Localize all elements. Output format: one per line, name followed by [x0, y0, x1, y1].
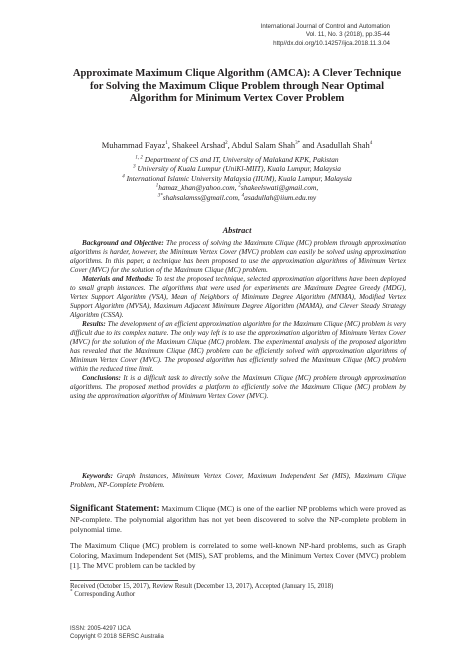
keywords: Keywords: Graph Instances, Minimum Vertex Cover, Maximum Independent Set (MIS), Maximum Clique Problem, NP-Complete Problem.: [70, 472, 406, 489]
body-paragraph: The Maximum Clique (MC) problem is correlated to some well-known NP-hard problems, such as Graph Coloring, Maximum Independent Set (MIS), SAT problems, and the Minimum Vertex Cover (MVC) problem [1]. The MVC problem can be tackled by: [70, 540, 406, 570]
author-4: Asadullah Shah$^4$: [316, 140, 373, 150]
issn: ISSN: 2005-4297 IJCA: [70, 626, 131, 632]
copyright: Copyright © 2018 SERSC Australia: [70, 634, 164, 640]
author-2: Shakeel Arshad$^2$,: [171, 140, 232, 150]
journal-header: [190, 23, 390, 48]
abstract-results: Results: The development of an efficient approximation algorithm for the Maximum Clique (MC) problem is very difficult due to its complex nature. The only way left is to use the approximation algorithm of Minimum Vertex Cover (MVC) for the solution of the Maximum Clique (MC) problem. The experimental analysis of the proposed algorithm has revealed that the Maximum Clique (MC) problem can be efficiently solved with approximation algorithms of Minimum Vertex Cover (MVC). The proposed algorithm has efficiently solved the Maximum Clique (MC) problem within the reduced time limit.: [70, 320, 406, 373]
issn-footer: [70, 625, 270, 641]
affiliation-1: $^{1, 2}$ Department of CS and IT, University of Malakand KPK, Pakistan: [135, 155, 339, 164]
affiliations: [70, 155, 404, 202]
body-text: [70, 504, 406, 576]
abstract-conclusions: Conclusions: It is a difficult task to directly solve the Maximum Clique (MC) problem through approximation algorithms. The proposed method provides a platform to efficiently solve the Maximum Clique (MC) problem by using the approximation algorithm of Minimum Vertex Cover (MVC).: [70, 374, 406, 400]
abstract-background: Background and Objective: The process of solving the Maximum Clique (MC) problem through approximation algorithms is harder, however, the Minimum Vertex Cover (MVC) problem can easily be solved using approximation algorithms. In this paper, a technique has been proposed to use the approximation algorithms of Minimum Vertex Cover (MVC) for the solution of the Maximum Clique (MC) problem.: [70, 239, 406, 274]
journal-volume: Vol. 11, No. 3 (2018), pp.35-44: [305, 31, 390, 39]
author-emails-2: $^{3*}$shahsalamss@gmail.com, $^4$asadullah@iium.edu.my: [157, 192, 317, 202]
author-1: Muhammad Fayaz$^1$,: [101, 140, 172, 150]
paper-title: Approximate Maximum Clique Algorithm (AMCA): A Clever Technique for Solving the Maximum Clique Problem through Near Optimal Algorithm for Minimum Vertex Cover Problem: [72, 68, 402, 105]
significant-statement: Significant Statement: Maximum Clique (MC) is one of the earlier NP problems which were proved as NP-complete. The polynomial algorithm has not yet been discovered to solve the NP-complete problem in polynomial time.: [70, 504, 406, 534]
affiliation-2: $^3$ University of Kuala Lumpur (UniKl-MIIT), Kuala Lumpur, Malaysia: [133, 164, 341, 174]
abstract-body: [70, 239, 406, 401]
footnote-divider: [70, 580, 178, 581]
journal-name: International Journal of Control and Automation: [260, 23, 390, 30]
received-dates: Received (October 15, 2017), Review Result (December 13, 2017), Accepted (January 15, 2018): [70, 583, 334, 590]
author-3: Abdul Salam Shah$^{3*}$ and: [231, 140, 317, 150]
abstract-methods: Materials and Methods: To test the proposed technique, selected approximation algorithms have been deployed to small graph instances. The algorithms that were used for experiments are Maximum Degree Greedy (MDG), Vertex Support Algorithm (VSA), Mean of Neighbors of Minimum Degree Algorithm (MNMA), Modified Vertex Support Algorithm (MVSA), Maximum Adjacent Minimum Degree Algorithm (MAMA), and Clever Steady Strategy Algorithm (CSSA).: [70, 275, 407, 319]
corresponding-author-note: * Corresponding Author: [70, 590, 136, 599]
author-list: [62, 140, 412, 150]
footnotes: [70, 583, 406, 600]
journal-doi[interactable]: http//dx.doi.org/10.14257/ijca.2018.11.3.04: [273, 39, 390, 47]
author-emails-1: $^1$hamaz_khan@yahoo.com, $^2$shakeelswati@gmail.com,: [155, 183, 319, 193]
affiliation-3: $^4$ International Islamic University Malaysia (IIUM), Kuala Lumpur, Malaysia: [122, 173, 352, 183]
abstract-heading: Abstract: [222, 226, 252, 235]
